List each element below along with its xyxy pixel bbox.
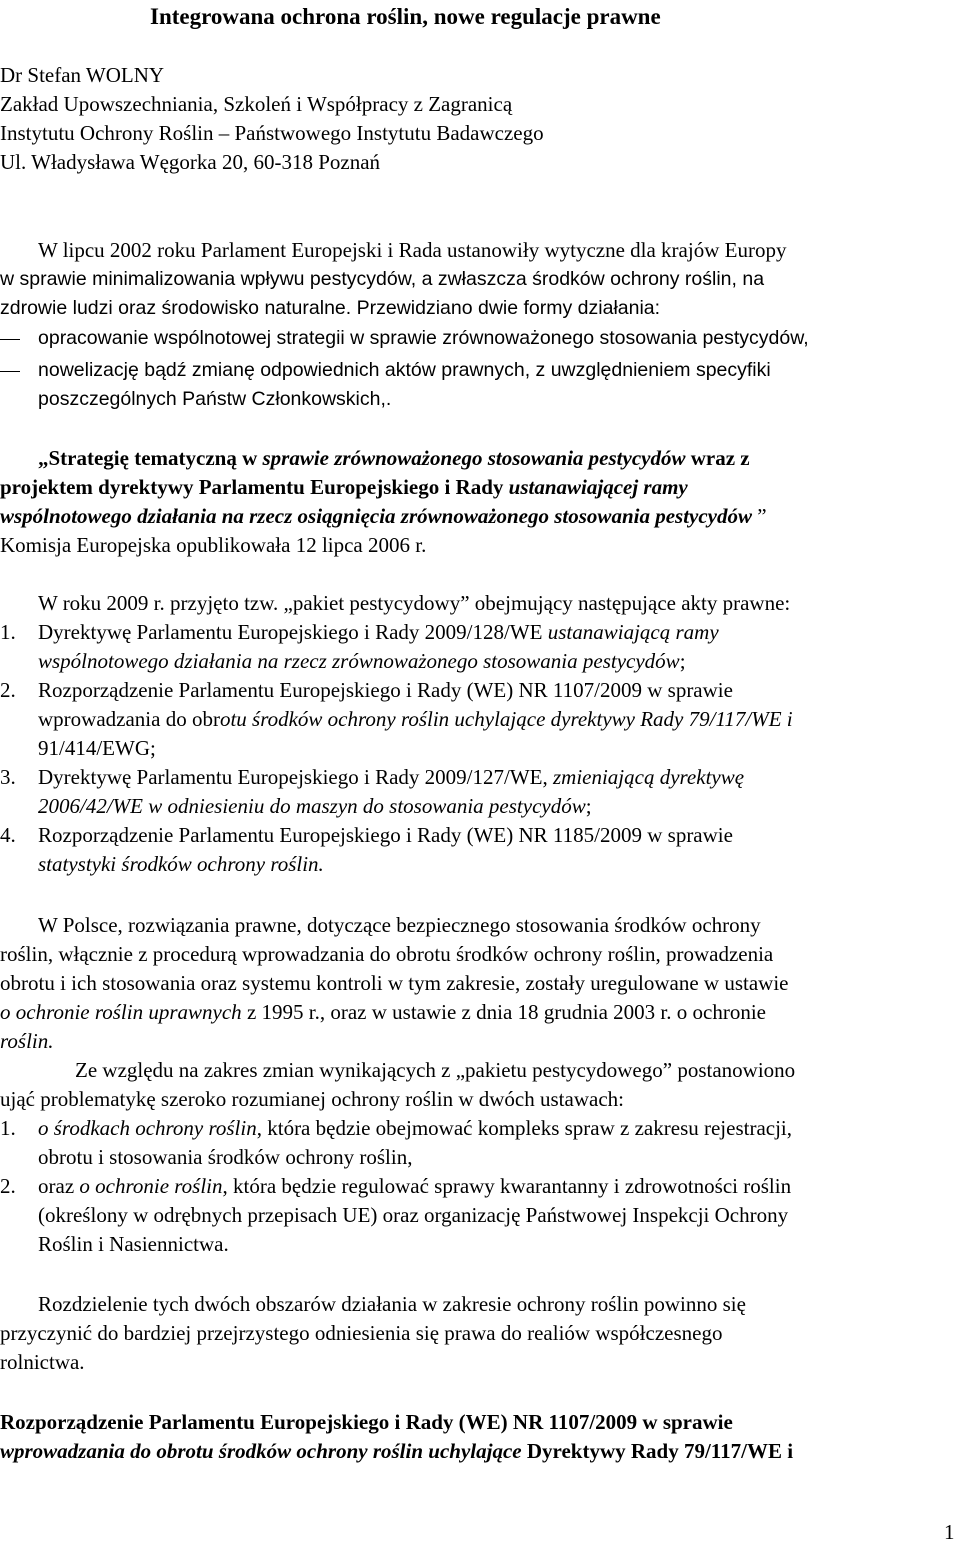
intro-line-3: zdrowie ludzi oraz środowisko naturalne. Przewidziano dwie formy działania:: [0, 297, 661, 319]
poland-line-7: ująć problematykę szeroko rozumianej ochrony roślin w dwóch ustawach:: [0, 1087, 624, 1111]
strategy-line-2: projektem dyrektywy Parlamentu Europejskiego i Rady ustanawiającej ramy: [0, 475, 688, 499]
package-item-2: Rozporządzenie Parlamentu Europejskiego i Rady (WE) NR 1107/2009 w sprawie: [38, 678, 733, 702]
author-address: Ul. Władysława Węgorka 20, 60-318 Poznań: [0, 150, 381, 174]
strategy-line-3: wspólnotowego działania na rzecz osiągnięcia zrównoważonego stosowania pestycydów ”: [0, 504, 767, 528]
document-title: Integrowana ochrona roślin, nowe regulacje prawne: [150, 4, 661, 29]
poland-line-1: W Polsce, rozwiązania prawne, dotyczące bezpiecznego stosowania środków ochrony: [38, 913, 761, 937]
author-dept: Zakład Upowszechniania, Szkoleń i Współpracy z Zagranicą: [0, 92, 513, 116]
author-institute: Instytutu Ochrony Roślin – Państwowego Instytutu Badawczego: [0, 121, 544, 145]
poland-line-6: Ze względu na zakres zmian wynikających z „pakietu pestycydowego” postanowiono: [75, 1058, 796, 1082]
intro-line-2: w sprawie minimalizowania wpływu pestycydów, a zwłaszcza środków ochrony roślin, na: [0, 268, 765, 290]
poland-line-4: o ochronie roślin uprawnych z 1995 r., oraz w ustawie z dnia 18 grudnia 2003 r. o ochronie: [0, 1000, 766, 1024]
package-item-3: Dyrektywę Parlamentu Europejskiego i Rady 2009/127/WE, zmieniającą dyrektywę: [38, 765, 745, 789]
act-item-2-cont: (określony w odrębnych przepisach UE) oraz organizację Państwowej Inspekcji Ochrony: [38, 1203, 789, 1227]
list-number: 3.: [0, 765, 16, 789]
separation-line-1: Rozdzielenie tych dwóch obszarów działania w zakresie ochrony roślin powinno się: [38, 1292, 746, 1316]
author-name: Dr Stefan WOLNY: [0, 63, 165, 87]
act-item-1: o środkach ochrony roślin, która będzie obejmować kompleks spraw z zakresu rejestracji,: [38, 1116, 793, 1140]
separation-line-2: przyczynić do bardziej przejrzystego odniesienia się prawa do realiów współczesnego: [0, 1321, 723, 1345]
strategy-line-1: „Strategię tematyczną w sprawie zrównoważonego stosowania pestycydów wraz z: [38, 446, 750, 470]
list-number: 1.: [0, 620, 16, 644]
regulation-heading-2: wprowadzania do obrotu środków ochrony roślin uchylające Dyrektywy Rady 79/117/WE i: [0, 1439, 794, 1463]
intro-line-1: W lipcu 2002 roku Parlament Europejski i Rada ustanowiły wytyczne dla krajów Europy: [38, 238, 787, 262]
act-item-1-cont: obrotu i stosowania środków ochrony roślin,: [38, 1145, 413, 1169]
package-item-2-cont: wprowadzania do obrotu środków ochrony roślin uchylające dyrektywy Rady 79/117/WE i: [38, 707, 793, 731]
act-item-2-cont2: Roślin i Nasiennictwa.: [38, 1232, 229, 1256]
list-number: 4.: [0, 823, 16, 847]
package-item-3-cont: 2006/42/WE w odniesieniu do maszyn do stosowania pestycydów;: [38, 794, 592, 818]
regulation-heading-1: Rozporządzenie Parlamentu Europejskiego i Rady (WE) NR 1107/2009 w sprawie: [0, 1410, 733, 1434]
page-number: 1: [944, 1520, 955, 1544]
separation-line-3: rolnictwa.: [0, 1350, 85, 1374]
list-number: 2.: [0, 1174, 16, 1198]
package-intro: W roku 2009 r. przyjęto tzw. „pakiet pestycydowy” obejmujący następujące akty prawne:: [38, 591, 791, 615]
package-item-1: Dyrektywę Parlamentu Europejskiego i Rady 2009/128/WE ustanawiającą ramy: [38, 620, 719, 644]
poland-line-2: roślin, włącznie z procedurą wprowadzania do obrotu środków ochrony roślin, prowadzenia: [0, 942, 774, 966]
bullet-dash: [0, 339, 20, 340]
poland-line-5: roślin.: [0, 1029, 54, 1053]
package-item-1-cont: wspólnotowego działania na rzecz zrównoważonego stosowania pestycydów;: [38, 649, 686, 673]
list-number: 1.: [0, 1116, 16, 1140]
list-number: 2.: [0, 678, 16, 702]
intro-bullet-2: nowelizację bądź zmianę odpowiednich aktów prawnych, z uwzględnieniem specyfiki: [38, 359, 771, 381]
poland-line-3: obrotu i ich stosowania oraz systemu kontroli w tym zakresie, zostały uregulowane w ustawie: [0, 971, 789, 995]
intro-bullet-1: opracowanie wspólnotowej strategii w sprawie zrównoważonego stosowania pestycydów,: [38, 327, 809, 349]
bullet-dash: [0, 371, 20, 372]
act-item-2: oraz o ochronie roślin, która będzie regulować sprawy kwarantanny i zdrowotności roślin: [38, 1174, 792, 1198]
strategy-line-4: Komisja Europejska opublikowała 12 lipca 2006 r.: [0, 533, 427, 557]
package-item-4-cont: statystyki środków ochrony roślin.: [38, 852, 324, 876]
intro-bullet-2-cont: poszczególnych Państw Członkowskich,.: [38, 388, 392, 410]
package-item-4: Rozporządzenie Parlamentu Europejskiego i Rady (WE) NR 1185/2009 w sprawie: [38, 823, 733, 847]
package-item-2-cont2: 91/414/EWG;: [38, 736, 156, 760]
